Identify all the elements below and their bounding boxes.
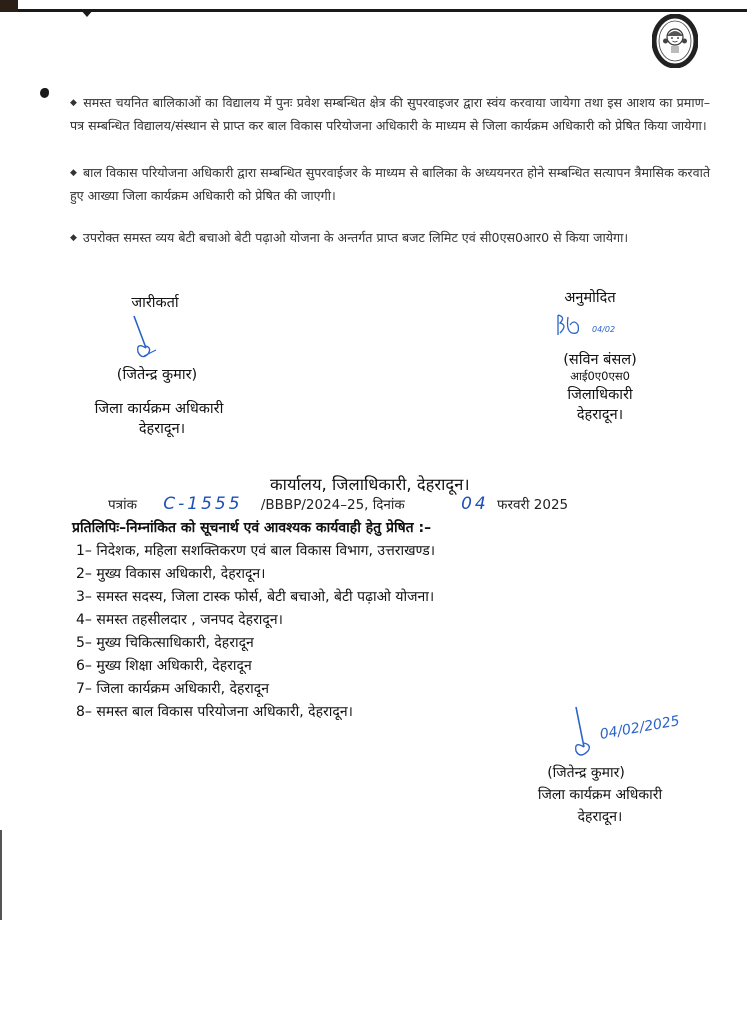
page-left-edge xyxy=(0,830,2,920)
instruction-paragraph-1 xyxy=(70,92,710,136)
reference-series: /BBBP/2024–25, दिनांक xyxy=(260,497,405,513)
list-item: 8– समस्त बाल विकास परियोजना अधिकारी, देहरादून। xyxy=(76,704,353,720)
approver-service: आई0ए0एस0 xyxy=(570,369,630,383)
paragraph-text: बाल विकास परियोजना अधिकारी द्वारा सम्बन्धित सुपरवाईजर के माध्यम से बालिका के अध्ययनरत होने सम्बन्धित सत्यापन त्रैमासिक करवाते हुए आख्या जिला कार्यक्रम अधिकारी को प्रेषित की जाएगी। xyxy=(70,165,711,203)
copy-to-heading: प्रतिलिपिः–निम्नांकित को सूचनार्थ एवं आवश्यक कार्यवाही हेतु प्रेषित :– xyxy=(72,520,432,536)
reference-month-year: फरवरी 2025 xyxy=(497,497,569,513)
approver-place: देहरादून। xyxy=(576,407,624,423)
handwritten-signature-icon xyxy=(126,312,186,364)
approver-designation: जिलाधिकारी xyxy=(567,387,633,403)
final-signatory-block xyxy=(510,762,690,828)
approval-date: 04/02 xyxy=(592,325,616,334)
girl-emblem-icon xyxy=(652,14,698,68)
issuer-signature xyxy=(72,312,252,364)
final-signature xyxy=(570,705,730,761)
list-item: 4– समस्त तहसीलदार , जनपद देहरादून। xyxy=(76,612,283,628)
bullet-icon: ◆ xyxy=(70,168,77,178)
approver-name: (सविन बंसल) xyxy=(563,352,637,368)
list-item: 5– मुख्य चिकित्साधिकारी, देहरादून xyxy=(76,635,254,651)
reference-day: 04 xyxy=(461,494,489,514)
paragraph-text: उपरोक्त समस्त व्यय बेटी बचाओ बेटी पढ़ाओ योजना के अन्तर्गत प्राप्त बजट लिमिट एवं सी0एस0आर0 से किया जायेगा। xyxy=(82,230,629,245)
reference-number: C-1555 xyxy=(163,494,243,514)
final-signatory-place: देहरादून। xyxy=(577,809,623,825)
approval-heading: अनुमोदित xyxy=(564,290,616,306)
issuer-heading: जारीकर्ता xyxy=(131,295,179,311)
paragraph-text: समस्त चयनित बालिकाओं का विद्यालय में पुनः प्रवेश सम्बन्धित क्षेत्र की सुपरवाइजर द्वारा स्वंय करवाया जायेगा तथा इस आशय का प्रमाण–पत्र सम्बन्धित विद्यालय/संस्थान से प्राप्त कर बाल विकास परियोजना अधिकारी के माध्यम से जिला कार्यक्रम अधिकारी को प्रेषित किया जायेगा। xyxy=(70,95,711,133)
final-signatory-name: (जितेन्द्र कुमार) xyxy=(547,765,625,781)
instruction-paragraph-3 xyxy=(70,227,710,250)
reference-line xyxy=(108,494,708,514)
approver-signature xyxy=(530,307,670,349)
list-item: 7– जिला कार्यक्रम अधिकारी, देहरादून xyxy=(76,681,269,697)
list-item: 1– निदेशक, महिला सशक्तिकरण एवं बाल विकास विभाग, उत्तराखण्ड। xyxy=(76,543,436,559)
page-fold-mark xyxy=(80,9,94,17)
beti-bachao-logo xyxy=(652,14,698,68)
issuer-place: देहरादून। xyxy=(138,421,186,437)
list-item: 3– समस्त सदस्य, जिला टास्क फोर्स, बेटी बचाओ, बेटी पढ़ाओ योजना। xyxy=(76,589,435,605)
final-signatory-designation: जिला कार्यक्रम अधिकारी xyxy=(537,787,663,803)
bullet-icon: ◆ xyxy=(70,233,77,243)
scan-corner xyxy=(0,0,18,12)
copy-recipient-list xyxy=(76,540,435,724)
reference-label: पत्रांक xyxy=(108,497,137,513)
approver-signature-block xyxy=(530,287,670,424)
issuer-name: (जितेन्द्र कुमार) xyxy=(116,367,198,383)
office-title: कार्यालय, जिलाधिकारी, देहरादून। xyxy=(270,475,470,494)
list-item: 6– मुख्य शिक्षा अधिकारी, देहरादून xyxy=(76,658,252,674)
issuer-signature-block xyxy=(72,292,252,438)
final-signature-date: 04/02/2025 xyxy=(598,713,681,743)
punch-hole-mark xyxy=(40,88,49,98)
list-item: 2– मुख्य विकास अधिकारी, देहरादून। xyxy=(76,566,266,582)
page-top-edge xyxy=(0,0,747,12)
instruction-paragraph-2 xyxy=(70,162,710,206)
handwritten-signature-icon xyxy=(552,311,592,341)
issuer-designation: जिला कार्यक्रम अधिकारी xyxy=(94,401,224,417)
bullet-icon: ◆ xyxy=(70,98,78,108)
